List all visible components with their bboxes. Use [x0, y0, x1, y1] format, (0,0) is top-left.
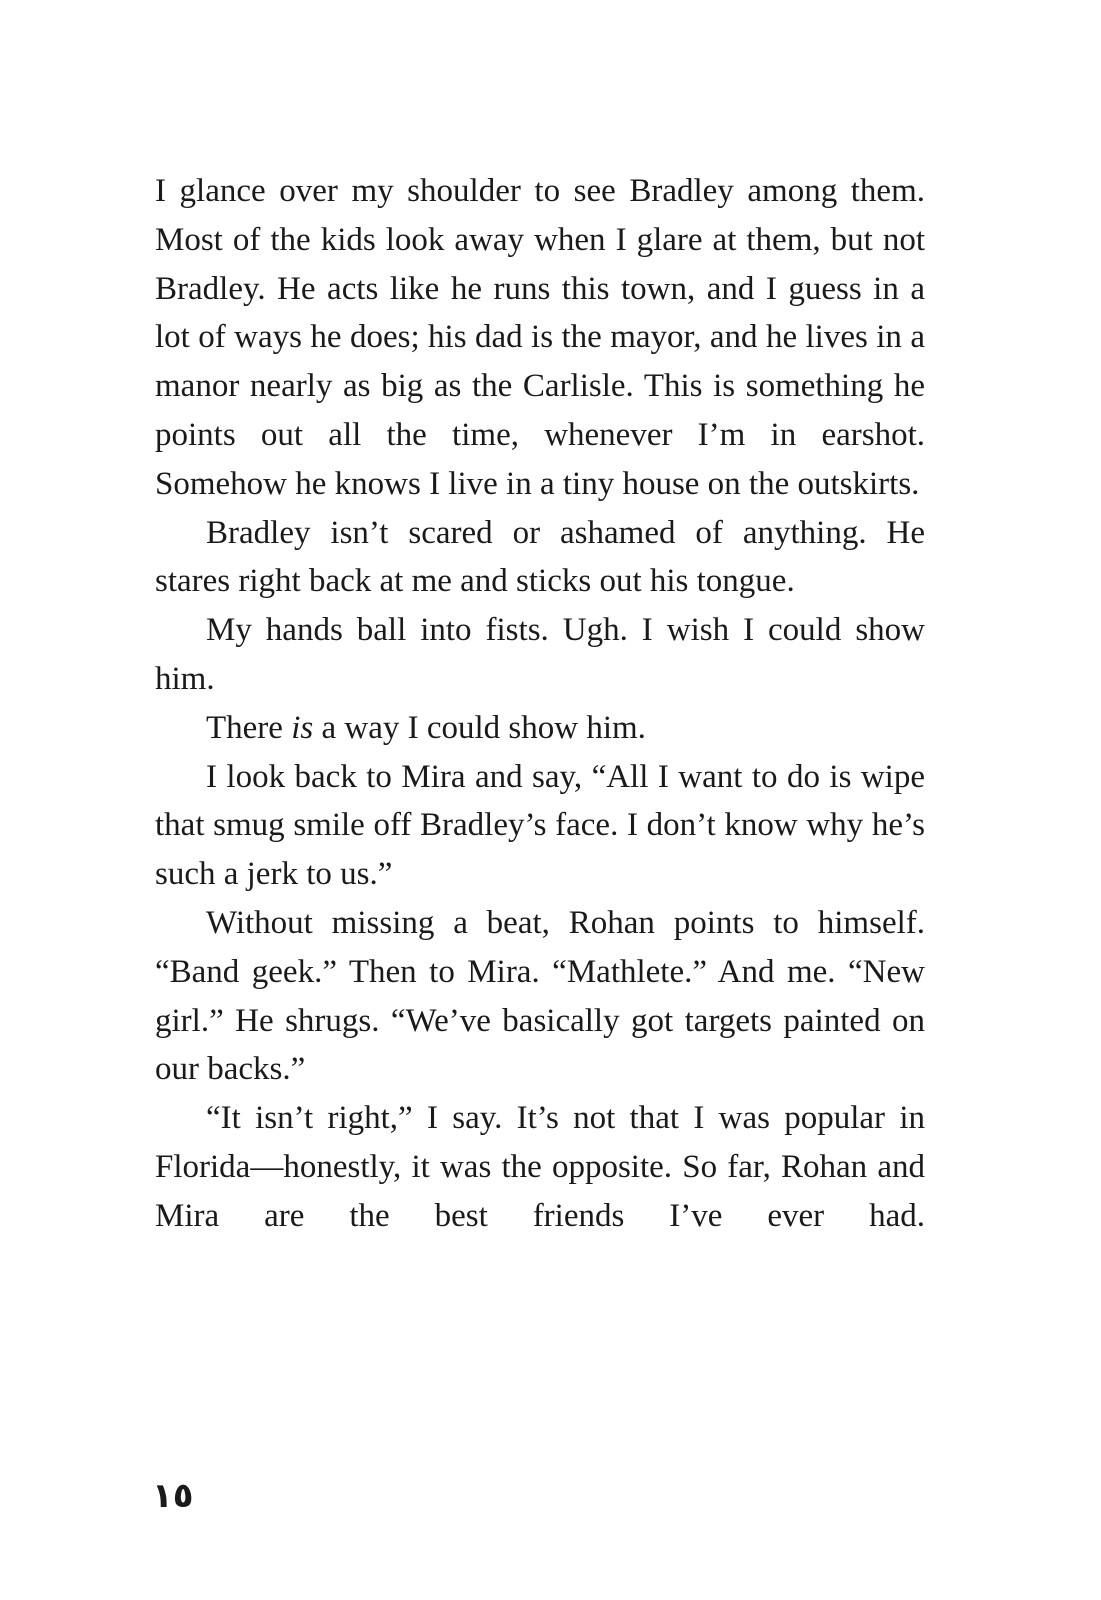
- paragraph-1: I glance over my shoulder to see Bradley among them. Most of the kids look away when I glare at them, but not Bradley. He acts like he runs this town, and I guess in a lot of ways he does; his dad is the mayor, and he lives in a manor nearly as big as the Carlisle. This is something he points out all the time, whenever I’m in earshot. Somehow he knows I live in a tiny house on the outskirts.: [155, 173, 925, 502]
- paragraph-4-before: There: [206, 709, 292, 746]
- paragraph-4-after: a way I could show him.: [313, 709, 646, 746]
- paragraph-4: [155, 704, 925, 753]
- paragraph-6: Without missing a beat, Rohan points to himself. “Band geek.” Then to Mira. “Mathlete.” And me. “New girl.” He shrugs. “We’ve basically got targets painted on our backs.”: [155, 904, 925, 1088]
- page-number: ١٥: [152, 1476, 194, 1516]
- paragraph-5: I look back to Mira and say, “All I want to do is wipe that smug smile off Bradley’s face. I don’t know why he’s such a jerk to us.”: [155, 758, 925, 893]
- paragraph-3: My hands ball into fists. Ugh. I wish I could show him.: [155, 612, 925, 697]
- paragraph-2: Bradley isn’t scared or ashamed of anything. He stares right back at me and sticks out his tongue.: [155, 514, 925, 600]
- body-text: [155, 167, 925, 1241]
- paragraph-4-emphasis: is: [291, 709, 314, 746]
- paragraph-7: “It isn’t right,” I say. It’s not that I was popular in Florida—honestly, it was the opposite. So far, Rohan and Mira are the best friends I’ve ever had.: [155, 1100, 925, 1234]
